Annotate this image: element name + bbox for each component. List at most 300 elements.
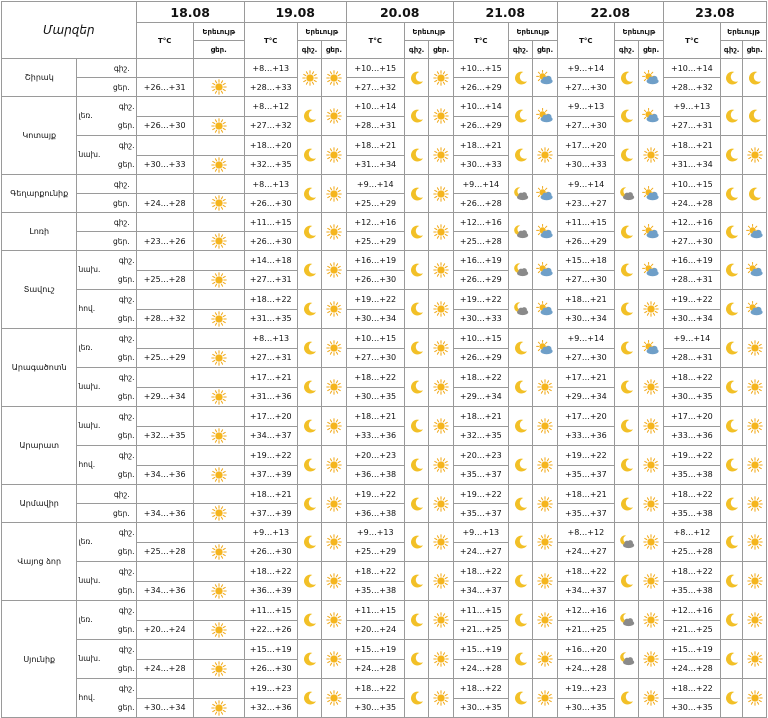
temp-cell: +35…+38 [663, 504, 720, 523]
temp-cell: +32…+35 [136, 426, 193, 446]
sun-icon [747, 651, 763, 667]
temp-cell: +27…+30 [557, 348, 614, 368]
sun-icon [537, 573, 553, 589]
temp-cell: +9…+14 [557, 59, 614, 78]
night-icon-cell [404, 562, 428, 601]
day-icon-cell [429, 59, 453, 97]
day-icon-cell [743, 290, 767, 329]
moon-icon [724, 108, 740, 124]
night-icon-cell [720, 640, 742, 679]
temp-cell: +26…+30 [346, 270, 404, 290]
moon-icon [724, 457, 740, 473]
temp-cell: +27…+32 [244, 116, 297, 136]
sun-icon [211, 195, 227, 211]
temp-cell: +34…+37 [244, 426, 297, 446]
sun-icon [433, 301, 449, 317]
temp-cell: +26…+29 [453, 78, 508, 97]
temp-cell: +19…+22 [453, 485, 508, 504]
moon-icon [409, 573, 425, 589]
temp-cell: +9…+13 [244, 523, 297, 543]
cloudy-moon-icon [618, 186, 636, 202]
zone-cell [77, 640, 136, 679]
phenomenon-cell [193, 620, 244, 640]
partly-cloudy-icon [536, 340, 554, 356]
night-icon-cell [297, 290, 321, 329]
temp-cell: +25…+29 [136, 348, 193, 368]
moon-icon [724, 496, 740, 512]
night-header: գիշ. [720, 41, 742, 59]
sun-icon [433, 224, 449, 240]
temp-cell: +24…+27 [453, 542, 508, 562]
temp-cell: +26…+28 [453, 194, 508, 213]
moon-icon [747, 108, 763, 124]
sun-icon [747, 147, 763, 163]
zone-label: լեռ. [78, 537, 93, 546]
day-icon-cell [533, 368, 557, 407]
sun-icon [211, 583, 227, 599]
sun-icon [643, 496, 659, 512]
day-icon-cell [743, 368, 767, 407]
temp-cell: +25…+28 [136, 542, 193, 562]
partly-cloudy-icon [642, 186, 660, 202]
day-icon-cell [639, 175, 663, 213]
night-icon-cell [614, 601, 638, 640]
moon-icon [409, 147, 425, 163]
phenomenon-header: Երեւույթ [297, 23, 346, 41]
phenomenon-cell [193, 562, 244, 582]
temp-cell: +18…+22 [663, 485, 720, 504]
phenomenon-cell [193, 698, 244, 718]
sun-icon [433, 612, 449, 628]
temp-cell: +18…+22 [663, 679, 720, 699]
temp-cell: +24…+28 [557, 659, 614, 679]
time-of-day: ցեր. [117, 547, 135, 556]
sun-icon [326, 457, 342, 473]
temp-cell: +15…+19 [663, 640, 720, 660]
sun-icon [433, 340, 449, 356]
moon-icon [619, 457, 635, 473]
sun-icon [433, 108, 449, 124]
time-of-day: գիշ. [77, 485, 136, 504]
partly-cloudy-icon [536, 224, 554, 240]
temp-cell: +29…+34 [453, 387, 508, 407]
temp-cell: +34…+36 [136, 504, 193, 523]
zone-label: հով. [78, 693, 96, 702]
zone-cell [77, 136, 136, 175]
temp-cell: +26…+29 [453, 348, 508, 368]
sun-icon [211, 622, 227, 638]
night-icon-cell [508, 679, 532, 718]
zone-label: հով. [78, 460, 96, 469]
moon-icon [302, 651, 318, 667]
time-of-day: գիշ. [118, 567, 135, 576]
moon-icon [513, 147, 529, 163]
night-icon-cell [508, 290, 532, 329]
sun-icon [211, 389, 227, 405]
temp-cell: +25…+28 [663, 542, 720, 562]
temp-cell: +12…+16 [346, 213, 404, 232]
partly-cloudy-icon [642, 108, 660, 124]
temp-cell [136, 562, 193, 582]
phenomenon-cell [193, 640, 244, 660]
time-of-day: ցեր. [117, 275, 135, 284]
temp-cell: +9…+14 [663, 329, 720, 349]
temp-cell: +19…+22 [244, 446, 297, 466]
day-icon-cell [322, 485, 346, 523]
day-icon-cell [639, 407, 663, 446]
sun-icon [747, 418, 763, 434]
moon-icon [619, 418, 635, 434]
temp-cell: +10…+14 [346, 97, 404, 117]
cloudy-moon-icon [618, 651, 636, 667]
zone-label: լեռ. [78, 615, 93, 624]
time-of-day: գիշ. [118, 684, 135, 693]
day-icon-cell [429, 562, 453, 601]
temp-cell: +24…+28 [663, 194, 720, 213]
temp-header: T°C [557, 23, 614, 59]
phenomenon-cell [193, 175, 244, 194]
phenomenon-cell [193, 309, 244, 329]
phenomenon-cell [193, 290, 244, 310]
night-icon-cell [720, 213, 742, 251]
day-icon-cell [533, 213, 557, 251]
sun-icon [326, 340, 342, 356]
day-icon-cell [429, 290, 453, 329]
time-of-day: ցեր. [117, 703, 135, 712]
moon-icon [724, 224, 740, 240]
day-header: ցեր. [533, 41, 557, 59]
night-icon-cell [720, 97, 742, 136]
night-icon-cell [508, 485, 532, 523]
moon-icon [724, 573, 740, 589]
table-row [2, 290, 767, 310]
temp-cell: +19…+23 [244, 679, 297, 699]
temp-cell [136, 136, 193, 156]
day-icon-cell [322, 136, 346, 175]
night-icon-cell [404, 136, 428, 175]
temp-cell: +11…+15 [557, 213, 614, 232]
temp-cell: +34…+36 [136, 465, 193, 485]
night-icon-cell [297, 523, 321, 562]
moon-icon [302, 690, 318, 706]
day-icon-cell [533, 485, 557, 523]
sun-icon [643, 147, 659, 163]
day-icon-cell [743, 601, 767, 640]
temp-cell: +21…+25 [663, 620, 720, 640]
temp-cell: +17…+20 [557, 136, 614, 156]
night-icon-cell [720, 407, 742, 446]
date-header: 20.08 [346, 2, 453, 23]
day-icon-cell [639, 679, 663, 718]
moon-icon [619, 262, 635, 278]
night-icon-cell [404, 523, 428, 562]
phenomenon-cell [193, 601, 244, 621]
phenomenon-cell [193, 465, 244, 485]
day-icon-cell [639, 136, 663, 175]
day-icon-cell [322, 679, 346, 718]
night-icon-cell [720, 136, 742, 175]
moon-icon [513, 651, 529, 667]
moon-icon [724, 379, 740, 395]
time-of-day: գիշ. [118, 102, 135, 111]
night-icon-cell [404, 290, 428, 329]
zone-label: նախ. [78, 382, 101, 391]
moon-icon [409, 379, 425, 395]
phenomenon-cell [193, 659, 244, 679]
temp-cell [136, 251, 193, 271]
phenomenon-header: Երեւույթ [508, 23, 557, 41]
temp-cell: +17…+20 [557, 407, 614, 427]
day-icon-cell [639, 368, 663, 407]
moon-icon [409, 70, 425, 86]
temp-cell: +10…+15 [453, 59, 508, 78]
day-icon-cell [639, 485, 663, 523]
sun-icon [326, 70, 342, 86]
partly-cloudy-icon [536, 301, 554, 317]
temp-cell: +30…+33 [453, 309, 508, 329]
night-icon-cell [614, 562, 638, 601]
sun-icon [643, 573, 659, 589]
temp-cell: +12…+16 [557, 601, 614, 621]
sun-icon [747, 496, 763, 512]
sun-icon [326, 147, 342, 163]
night-icon-cell [297, 640, 321, 679]
zone-cell [77, 290, 136, 329]
time-of-day: ցեր. [77, 232, 136, 251]
sun-icon [211, 700, 227, 716]
moon-icon [409, 340, 425, 356]
temp-cell [136, 679, 193, 699]
time-of-day: ցեր. [77, 78, 136, 97]
sun-icon [747, 340, 763, 356]
night-icon-cell [297, 562, 321, 601]
phenomenon-cell [193, 97, 244, 117]
sun-icon [537, 457, 553, 473]
temp-cell [136, 523, 193, 543]
zone-label: լեռ. [78, 343, 93, 352]
moon-icon [409, 651, 425, 667]
moon-icon [513, 457, 529, 473]
temp-cell [136, 59, 193, 78]
night-icon-cell [614, 175, 638, 213]
temp-cell: +34…+37 [557, 581, 614, 601]
sun-icon [643, 534, 659, 550]
night-icon-cell [508, 601, 532, 640]
temp-header: T°C [453, 23, 508, 59]
zone-cell [77, 523, 136, 562]
temp-cell: +30…+34 [663, 309, 720, 329]
day-icon-cell [743, 485, 767, 523]
moon-icon [619, 224, 635, 240]
temp-cell: +24…+28 [136, 194, 193, 213]
temp-cell: +18…+21 [244, 485, 297, 504]
temp-cell: +19…+22 [557, 446, 614, 466]
moon-icon [513, 379, 529, 395]
moon-icon [409, 612, 425, 628]
zone-cell [77, 679, 136, 718]
temp-cell: +36…+38 [346, 504, 404, 523]
sun-icon [211, 544, 227, 560]
day-icon-cell [322, 329, 346, 368]
temp-cell: +35…+38 [346, 581, 404, 601]
night-icon-cell [614, 251, 638, 290]
sun-icon [211, 118, 227, 134]
partly-cloudy-icon [536, 262, 554, 278]
temp-cell: +35…+38 [663, 581, 720, 601]
night-icon-cell [297, 679, 321, 718]
day-icon-cell [429, 213, 453, 251]
sun-icon [326, 573, 342, 589]
zone-label: լեռ. [78, 111, 93, 120]
sun-icon [747, 457, 763, 473]
phenomenon-cell [193, 368, 244, 388]
temp-cell: +8…+13 [244, 59, 297, 78]
temp-cell: +27…+30 [557, 270, 614, 290]
day-icon-cell [322, 640, 346, 679]
temp-cell [136, 601, 193, 621]
temp-cell: +17…+20 [663, 407, 720, 427]
table-row [2, 136, 767, 156]
sun-icon [433, 690, 449, 706]
temp-cell: +27…+30 [557, 78, 614, 97]
temp-cell: +12…+16 [453, 213, 508, 232]
cloudy-moon-icon [618, 534, 636, 550]
temp-cell: +18…+22 [346, 679, 404, 699]
night-icon-cell [614, 446, 638, 485]
night-icon-cell [720, 290, 742, 329]
phenomenon-header: Երեւույթ [720, 23, 766, 41]
temp-cell: +18…+21 [557, 485, 614, 504]
night-icon-cell [404, 368, 428, 407]
sun-icon [326, 651, 342, 667]
moon-icon [409, 496, 425, 512]
day-header: ցեր. [743, 41, 767, 59]
zone-cell [77, 368, 136, 407]
night-icon-cell [297, 368, 321, 407]
temp-cell: +25…+29 [346, 232, 404, 251]
moon-icon [724, 651, 740, 667]
partly-cloudy-icon [536, 108, 554, 124]
moon-icon [724, 262, 740, 278]
phenomenon-cell [193, 136, 244, 156]
temp-cell: +18…+22 [453, 562, 508, 582]
sun-icon [433, 534, 449, 550]
temp-cell: +26…+30 [244, 232, 297, 251]
table-row [2, 59, 767, 78]
day-icon-cell [429, 640, 453, 679]
day-icon-cell [322, 59, 346, 97]
day-icon-cell [429, 446, 453, 485]
time-of-day: գիշ. [118, 412, 135, 421]
table-row [2, 213, 767, 232]
temp-cell: +28…+32 [663, 78, 720, 97]
phenomenon-cell [193, 232, 244, 251]
night-icon-cell [614, 97, 638, 136]
moon-icon [724, 612, 740, 628]
moon-icon [302, 573, 318, 589]
phenomenon-cell [193, 155, 244, 175]
temp-cell: +25…+29 [346, 542, 404, 562]
moon-icon [409, 301, 425, 317]
night-icon-cell [508, 329, 532, 368]
temp-cell: +9…+14 [346, 175, 404, 194]
phenomenon-cell [193, 116, 244, 136]
phenomenon-cell [193, 581, 244, 601]
day-icon-cell [639, 59, 663, 97]
sun-icon [537, 147, 553, 163]
moon-icon [724, 70, 740, 86]
sun-icon [747, 573, 763, 589]
moon-icon [724, 340, 740, 356]
temp-cell: +28…+31 [663, 348, 720, 368]
temp-header: T°C [244, 23, 297, 59]
day-icon-cell [639, 523, 663, 562]
phenomenon-cell [193, 426, 244, 446]
temp-cell: +24…+28 [136, 659, 193, 679]
temp-cell: +31…+35 [244, 309, 297, 329]
day-icon-cell [429, 175, 453, 213]
temp-cell: +35…+37 [557, 504, 614, 523]
day-icon-cell [322, 446, 346, 485]
temp-cell: +9…+14 [453, 175, 508, 194]
sun-icon [747, 379, 763, 395]
table-row [2, 368, 767, 388]
table-row [2, 407, 767, 427]
moon-icon [724, 534, 740, 550]
day-header: ցեր. [639, 41, 663, 59]
temp-cell: +31…+34 [346, 155, 404, 175]
sun-icon [643, 612, 659, 628]
temp-cell: +35…+38 [663, 465, 720, 485]
temp-cell: +18…+22 [663, 562, 720, 582]
region-name: Սյունիք [2, 601, 77, 718]
sun-icon [433, 573, 449, 589]
day-icon-cell [533, 136, 557, 175]
night-icon-cell [404, 97, 428, 136]
temp-cell: +18…+22 [453, 679, 508, 699]
night-icon-cell [720, 485, 742, 523]
temp-cell: +11…+15 [453, 601, 508, 621]
temp-cell: +30…+35 [663, 698, 720, 718]
temp-cell: +24…+28 [453, 659, 508, 679]
sun-icon [326, 108, 342, 124]
temp-cell: +30…+33 [557, 155, 614, 175]
temp-cell [136, 329, 193, 349]
sun-icon [433, 457, 449, 473]
sun-icon [211, 505, 227, 521]
night-icon-cell [297, 601, 321, 640]
day-header: ցեր. [193, 41, 244, 59]
region-name: Արմավիր [2, 485, 77, 523]
sun-icon [747, 690, 763, 706]
temp-cell: +20…+23 [453, 446, 508, 466]
night-icon-cell [404, 213, 428, 251]
temp-cell: +9…+13 [346, 523, 404, 543]
night-icon-cell [297, 213, 321, 251]
temp-cell: +18…+21 [453, 136, 508, 156]
day-icon-cell [533, 251, 557, 290]
temp-cell: +20…+23 [346, 446, 404, 466]
day-icon-cell [533, 562, 557, 601]
temp-cell: +30…+35 [663, 387, 720, 407]
temp-cell: +12…+16 [663, 601, 720, 621]
time-of-day: գիշ. [118, 141, 135, 150]
moon-icon [619, 496, 635, 512]
region-name: Վայոց ձոր [2, 523, 77, 601]
temp-cell: +23…+26 [136, 232, 193, 251]
temp-cell: +10…+14 [663, 59, 720, 78]
sun-icon [643, 301, 659, 317]
